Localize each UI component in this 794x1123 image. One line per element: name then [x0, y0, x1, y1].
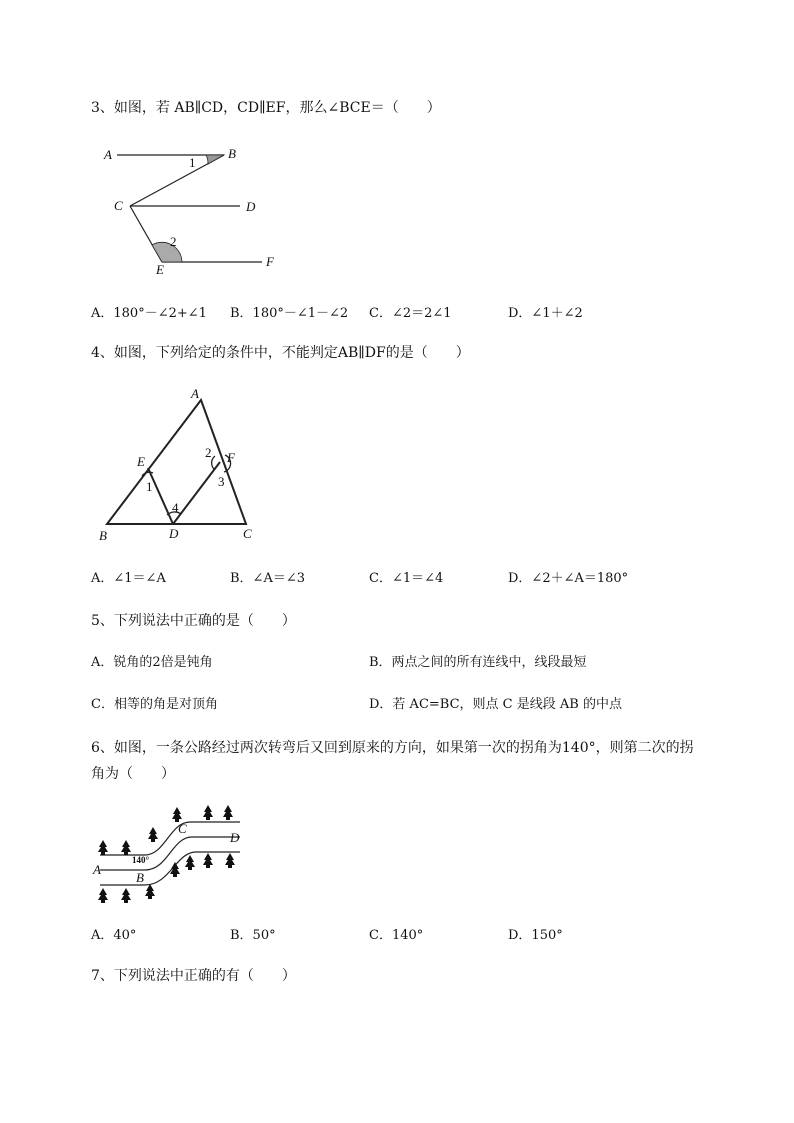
q6-angle-label: 140° [132, 855, 150, 865]
q3-label-angle-1: 1 [189, 155, 196, 170]
question-3-figure [100, 140, 290, 275]
tree-icons [98, 805, 235, 903]
q5-option-b[interactable]: B．两点之间的所有连线中，线段最短 [369, 655, 587, 670]
q5-option-d[interactable]: D．若 AC=BC，则点 C 是线段 AB 的中点 [369, 697, 622, 712]
q4-label-d: D [169, 526, 179, 541]
q4-option-b[interactable]: B．∠A＝∠3 [230, 571, 305, 586]
q6-label-d: D [230, 830, 240, 845]
q6-option-d[interactable]: D．150° [508, 928, 563, 943]
q4-option-a[interactable]: A．∠1＝∠A [91, 571, 166, 586]
q4-label-e: E [137, 454, 145, 469]
q5-option-c[interactable]: C．相等的角是对顶角 [91, 697, 218, 712]
q4-label-angle-4: 4 [172, 500, 179, 515]
question-6-stem-line-1: 6、如图，一条公路经过两次转弯后又回到原来的方向，如果第一次的拐角为140°，则第二次的拐 [91, 740, 694, 756]
q3-label-angle-2: 2 [170, 234, 177, 249]
question-3-stem: 3、如图，若 AB∥CD，CD∥EF，那么∠BCE＝（ ） [91, 100, 441, 116]
question-6-stem-line-2: 角为（ ） [91, 766, 175, 782]
q3-option-b[interactable]: B．180°－∠1－∠2 [230, 306, 349, 321]
q4-label-a: A [191, 386, 199, 401]
q3-label-a: A [104, 147, 112, 162]
q6-option-a[interactable]: A．40° [91, 928, 137, 943]
q6-option-c[interactable]: C．140° [369, 928, 424, 943]
question-5-stem: 5、下列说法中正确的是（ ） [91, 613, 296, 629]
question-7-stem: 7、下列说法中正确的有（ ） [91, 968, 296, 984]
question-4-stem: 4、如图，下列给定的条件中，不能判定AB∥DF的是（ ） [91, 345, 470, 361]
q6-label-b: B [136, 870, 144, 885]
q3-label-e: E [156, 262, 164, 275]
q3-option-a[interactable]: A．180°－∠2+∠1 [91, 306, 207, 321]
q3-label-d: D [246, 199, 256, 214]
q4-option-c[interactable]: C．∠1＝∠4 [369, 571, 444, 586]
q4-label-b: B [99, 528, 107, 543]
q6-label-a: A [93, 862, 101, 877]
q6-label-c: C [178, 821, 187, 836]
q4-label-angle-3: 3 [218, 474, 225, 489]
question-6-figure [90, 800, 270, 910]
q3-label-f: F [266, 254, 274, 269]
q4-label-angle-2: 2 [205, 445, 212, 460]
q4-option-d[interactable]: D．∠2＋∠A＝180° [508, 571, 629, 586]
q3-label-c: C [114, 198, 123, 213]
q3-option-d[interactable]: D．∠1＋∠2 [508, 306, 583, 321]
q4-label-angle-1: 1 [146, 479, 153, 494]
q4-label-f: F [227, 450, 235, 465]
q6-option-b[interactable]: B．50° [230, 928, 276, 943]
q3-option-c[interactable]: C．∠2＝2∠1 [369, 306, 452, 321]
question-4-figure [95, 386, 265, 546]
q3-label-b: B [228, 146, 236, 161]
q4-label-c: C [243, 526, 252, 541]
q5-option-a[interactable]: A．锐角的2倍是钝角 [91, 655, 213, 670]
